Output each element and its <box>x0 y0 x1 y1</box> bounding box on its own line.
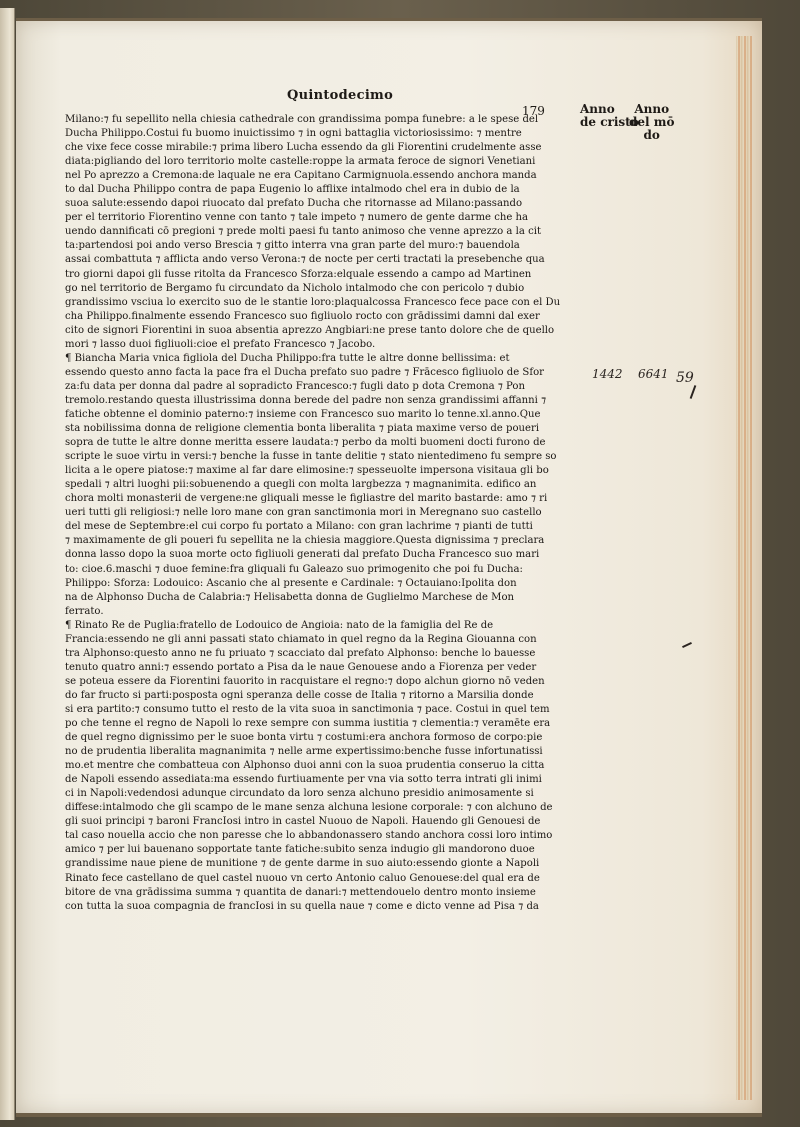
text-line: diata:pigliando del loro territorio molte castelle:roppe la armata feroce de signori Venetiani <box>65 156 536 168</box>
text-line: de Napoli essendo assediata:ma essendo furtiuamente per vna via sotto terra intrati gli inimi <box>65 774 542 786</box>
text-line: tro giorni dapoi gli fusse ritolta da Francesco Sforza:elquale essendo a campo ad Martinen <box>65 268 532 280</box>
text-line: che vixe fece cosse mirabile:⁊ prima libero Lucha essendo da gli Fiorentini crudelmente asse <box>65 142 542 154</box>
text-line: se poteua essere da Fiorentini fauorito in racquistare el regno:⁊ dopo alchun giorno nō veden <box>65 675 545 687</box>
text-line: grandissimo vsciua lo exercito suo de le stantie loro:plaqualcossa Francesco fece pace con el Du <box>65 296 561 308</box>
column-head-anno-cristo: Anno de cristo <box>580 102 639 129</box>
main-text-block <box>65 113 577 914</box>
text-line: na de Alphonso Ducha de Calabria:⁊ Helisabetta donna de Guglielmo Marchese de Mon <box>65 591 515 603</box>
text-line: essendo questo anno facta la pace fra el Ducha prefato suo padre ⁊ Frācesco figliuolo de Sfor <box>65 366 544 378</box>
text-line: sopra de tutte le altre donne meritta essere laudata:⁊ perbo da molti buomeni docti furono de <box>65 437 546 449</box>
text-line: per el territorio Fiorentino venne con tanto ⁊ tale impeto ⁊ numero de gente darme che ha <box>65 212 529 224</box>
text-line: to: cioe.6.maschi ⁊ duoe femine:fra gliquali fu Galeazo suo primogenito che poi fu Ducha: <box>65 563 523 575</box>
margin-handwritten-number: 59 <box>676 370 694 386</box>
text-line: sta nobilissima donna de religione clementia bonta liberalita ⁊ piata maxime verso de poueri <box>65 423 540 435</box>
running-head: Quintodecimo <box>287 88 394 103</box>
text-line: donna lasso dopo la suoa morte octo figliuoli generati dal prefato Ducha Francesco suo mari <box>65 549 540 561</box>
text-line: Rinato fece castellano de quel castel nuouo vn certo Antonio caluo Genouese:del qual era de <box>65 872 540 884</box>
text-line: cha Philippo.finalmente essendo Francesco suo figliuolo rocto con grādissimi damni dal exer <box>65 310 540 322</box>
folio-number: 179 <box>522 104 545 118</box>
text-line: tremolo.restando questa illustrissima donna berede del padre non senza grandissimi affanni ⁊ <box>65 394 547 406</box>
text-line: del mese de Septembre:el cui corpo fu portato a Milano: con gran lachrime ⁊ pianti de tutti <box>65 521 533 533</box>
margin-year-mondo: 6641 <box>638 367 669 381</box>
text-line: ueri tutti gli religiosi:⁊ nelle loro mane con gran sanctimonia mori in Meregnano suo castello <box>65 507 542 519</box>
text-line: si era partito:⁊ consumo tutto el resto de la vita suoa in sanctimonia ⁊ pace. Costui in quel tem <box>65 703 550 715</box>
text-line: tra Alphonso:questo anno ne fu priuato ⁊ scacciato dal prefato Alphonso: benche lo bauesse <box>65 647 536 659</box>
text-line: fatiche obtenne el dominio paterno:⁊ insieme con Francesco suo marito lo tenne.xl.anno.Que <box>65 408 541 420</box>
text-line: ferrato. <box>65 605 104 617</box>
text-line: Milano:⁊ fu sepellito nella chiesia cathedrale con grandissima pompa funebre: a le spese del <box>65 114 539 125</box>
text-line: licita a le opere piatose:⁊ maxime al far dare elimosine:⁊ spesseuolte impersona visitaua gli bo <box>65 465 549 477</box>
text-line: con tutta la suoa compagnia de francIosi in su quella naue ⁊ come e dicto venne ad Pisa ⁊ da <box>65 900 539 912</box>
text-line: de quel regno dignissimo per le suoe bonta virtu ⁊ costumi:era anchora formoso de corpo:pie <box>65 732 543 744</box>
text-line: tal caso nouella accio che non paresse che lo abbandonassero stando anchora cossi loro intimo <box>65 830 553 842</box>
text-line: do far fructo si parti:posposta ogni speranza delle cosse de Italia ⁊ ritorno a Marsilia donde <box>65 689 534 701</box>
text-line: Philippo: Sforza: Lodouico: Ascanio che al presente e Cardinale: ⁊ Octauiano:Ipolita don <box>65 577 517 589</box>
text-line: ta:partendosi poi ando verso Brescia ⁊ gitto interra vna gran parte del muro:⁊ bauendola <box>65 240 520 252</box>
page-edges <box>736 36 752 1100</box>
text-line: ¶ Biancha Maria vnica figliola del Ducha Philippo:fra tutte le altre donne bellissima: et <box>65 352 510 364</box>
text-line: gli suoi principi ⁊ baroni FrancIosi intro in castel Nuouo de Napoli. Hauendo gli Genouesi de <box>65 816 541 828</box>
text-line: cito de signori Fiorentini in suoa absentia aprezzo Angbiari:ne prese tanto dolore che de quello <box>65 324 555 336</box>
text-line: amico ⁊ per lui bauenano sopportate tante fatiche:subito senza indugio gli mandorono duoe <box>65 844 535 856</box>
text-line: uendo dannificati cō pregioni ⁊ prede molti paesi fu tanto animoso che venne aprezzo a la cit <box>65 226 542 238</box>
text-line: chora molti monasterii de vergene:ne gliquali messe le figliastre del marito bastarde: amo ⁊ ri <box>65 493 548 505</box>
text-line: grandissime naue piene de munitione ⁊ de gente darme in suo aiuto:essendo gionte a Napoli <box>65 858 540 870</box>
column-head-anno-mondo: Anno del mō do <box>629 102 675 142</box>
text-line: bitore de vna grādissima summa ⁊ quantita de danari:⁊ mettendouelo dentro monto insieme <box>65 886 536 898</box>
margin-year-cristo: 1442 <box>592 367 623 381</box>
text-line: scripte le suoe virtu in versi:⁊ benche la fusse in tante delitie ⁊ stato nientedimeno fu sempre so <box>65 451 557 463</box>
text-line: za:fu data per donna dal padre al sopradicto Francesco:⁊ fugli dato p dota Cremona ⁊ Pon <box>65 380 526 392</box>
text-line: tenuto quatro anni:⁊ essendo portato a Pisa da le naue Genouese ando a Fiorenza per veder <box>65 661 537 673</box>
previous-page-edge <box>0 8 15 1120</box>
text-line: ci in Napoli:vedendosi adunque circundato da loro senza alchuno presidio animosamente si <box>65 788 534 800</box>
text-line: go nel territorio de Bergamo fu circundato da Nicholo intalmodo che con pericolo ⁊ dubio <box>65 282 525 294</box>
text-line: assai combattuta ⁊ afflicta ando verso Verona:⁊ de nocte per certi tractati la presebenche qua <box>65 254 545 266</box>
text-line: spedali ⁊ altri luoghi pii:sobuenendo a quegli con molta largbezza ⁊ magnanimita. edifico an <box>65 479 537 491</box>
text-line: Ducha Philippo.Costui fu buomo inuictissimo ⁊ in ogni battaglia victoriosissimo: ⁊ mentre <box>65 128 522 140</box>
paragraph-sforza <box>65 113 577 352</box>
text-line: ¶ Rinato Re de Puglia:fratello de Lodouico de Angioia: nato de la famiglia del Re de <box>65 619 494 631</box>
text-line: no de prudentia liberalita magnanimita ⁊ nelle arme expertissimo:benche fusse infortunatissi <box>65 746 543 758</box>
text-line: diffese:intalmodo che gli scampo de le mane senza alchuna lesione corporale: ⁊ con alchuno de <box>65 802 553 814</box>
paragraph-rinato <box>65 619 577 914</box>
text-line: mo.et mentre che combatteua con Alphonso duoi anni con la suoa prudentia conseruo la citta <box>65 760 545 772</box>
paragraph-biancha-maria <box>65 352 577 619</box>
text-line: Francia:essendo ne gli anni passati stato chiamato in quel regno da la Regina Giouanna con <box>65 633 537 645</box>
text-line: po che tenne el regno de Napoli lo rexe sempre con summa iustitia ⁊ clementia:⁊ veramēte era <box>65 718 551 730</box>
text-line: suoa salute:essendo dapoi riuocato dal prefato Ducha che ritornasse ad Milano:passando <box>65 198 523 210</box>
text-line: mori ⁊ lasso duoi figliuoli:cioe el prefato Francesco ⁊ Jacobo. <box>65 338 376 350</box>
text-line: ⁊ maximamente de gli poueri fu sepellita ne la chiesia maggiore.Questa dignissima ⁊ preclara <box>65 535 545 547</box>
text-line: to dal Ducha Philippo contra de papa Eugenio lo afflixe intalmodo chel era in dubio de la <box>65 184 520 196</box>
text-line: nel Po aprezzo a Cremona:de laquale ne era Capitano Carmignuola.essendo anchora manda <box>65 170 537 182</box>
